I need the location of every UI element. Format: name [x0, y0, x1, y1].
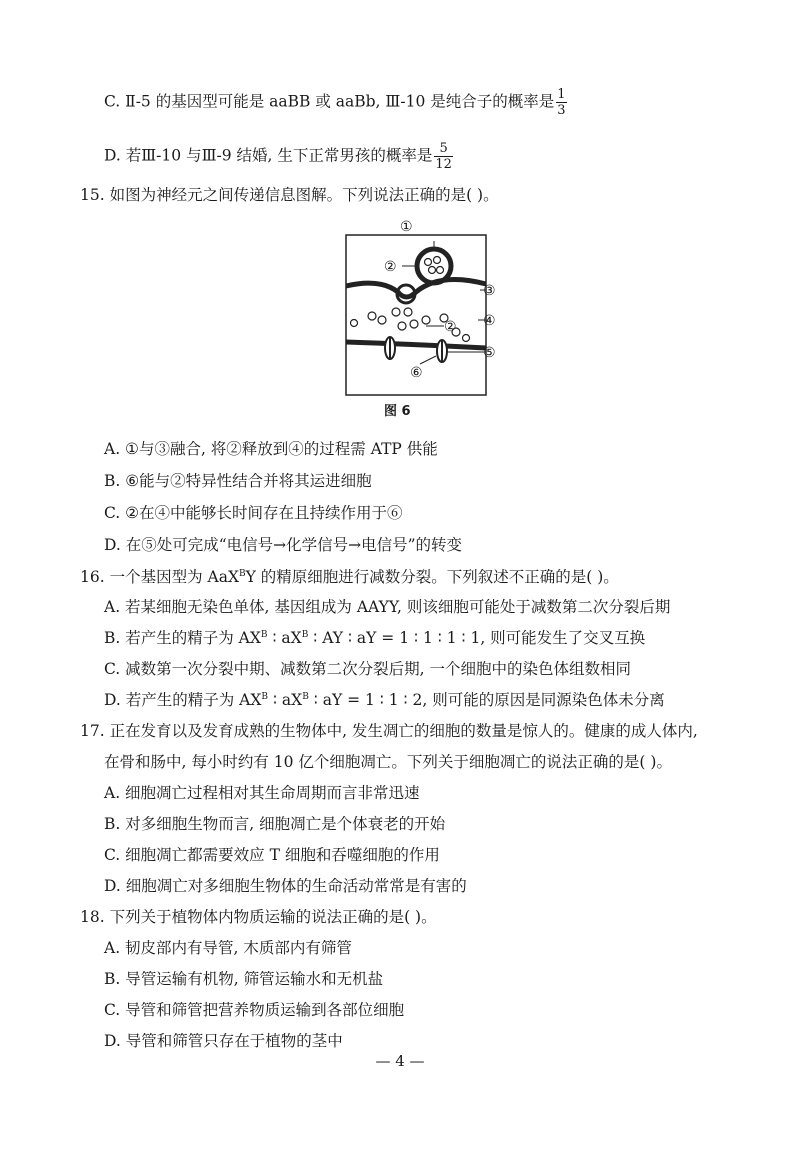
q14-option-c: C. Ⅱ-5 的基因型可能是 aaBB 或 aaBb, Ⅲ-10 是纯合子的概率是 $\frac{1}{3}$	[104, 87, 566, 118]
page-number: — 4 —	[375, 1052, 425, 1070]
postsynaptic-membrane	[346, 342, 486, 348]
q18-stem: 18. 下列关于植物体内物质运输的说法正确的是( )。	[80, 908, 437, 926]
q17-option-a: A. 细胞凋亡过程相对其生命周期而言非常迅速	[104, 784, 420, 802]
transmitter-dot	[368, 312, 376, 320]
q17-option-d: D. 细胞凋亡对多细胞生物体的生命活动常常是有害的	[104, 877, 467, 895]
q16-option-d: D. 若产生的精子为 $AX^B$ ∶ $aX^B$ ∶ aY = 1 ∶ 1 ∶ 2, 则可能的原因是同源染色体未分离	[104, 691, 665, 709]
synaptic-vesicle	[417, 249, 451, 283]
transmitter-dot	[425, 259, 432, 266]
q16-option-a: A. 若某细胞无染色单体, 基因组成为 AAYY, 则该细胞可能处于减数第二次分裂后期	[104, 598, 671, 616]
figure-caption: 图 6	[384, 404, 411, 419]
fraction-one-third: $\frac{1}{3}$	[557, 87, 566, 118]
fraction-five-twelfths: $\frac{5}{12}$	[435, 141, 452, 172]
figure-label-5: ⑤	[483, 345, 496, 361]
figure-label-4: ④	[483, 313, 496, 329]
q14-option-d: D. 若Ⅲ-10 与Ⅲ-9 结婚, 生下正常男孩的概率是 $\frac{5}{12}$	[104, 141, 452, 172]
transmitter-dot	[463, 335, 470, 342]
q15-option-c: C. ②在④中能够长时间存在且持续作用于⑥	[104, 504, 403, 522]
q17-option-b: B. 对多细胞生物而言, 细胞凋亡是个体衰老的开始	[104, 815, 446, 833]
figure-label-6: ⑥	[410, 365, 423, 381]
q16-option-c: C. 减数第一次分裂中期、减数第二次分裂后期, 一个细胞中的染色体组数相同	[104, 660, 632, 678]
transmitter-dot	[429, 267, 436, 274]
q17-stem-line1: 17. 正在发育以及发育成熟的生物体中, 发生凋亡的细胞的数量是惊人的。健康的成人体内,	[80, 722, 698, 740]
q18-option-a: A. 韧皮部内有导管, 木质部内有筛管	[104, 939, 352, 957]
transmitter-dot	[437, 267, 444, 274]
figure-label-2b: ②	[444, 319, 457, 335]
synapse-diagram	[340, 219, 510, 402]
transmitter-dot	[422, 316, 430, 324]
q16-option-b: B. 若产生的精子为 $AX^B$ ∶ $aX^B$ ∶ AY ∶ aY = 1 ∶ 1 ∶ 1 ∶ 1, 则可能发生了交叉互换	[104, 629, 646, 647]
transmitter-dot	[434, 257, 441, 264]
q16-stem: 16. 一个基因型为 AaX$^B$Y 的精原细胞进行减数分裂。下列叙述不正确的是( )。	[80, 568, 619, 586]
transmitter-dot	[378, 316, 386, 324]
transmitter-dot	[404, 308, 412, 316]
q15-option-d: D. 在⑤处可完成“电信号→化学信号→电信号”的转变	[104, 536, 463, 554]
figure-label-1: ①	[400, 219, 413, 235]
transmitter-dot	[392, 308, 400, 316]
q17-option-c: C. 细胞凋亡都需要效应 T 细胞和吞噬细胞的作用	[104, 846, 440, 864]
figure-label-3: ③	[483, 283, 496, 299]
q18-option-d: D. 导管和筛管只存在于植物的茎中	[104, 1032, 343, 1050]
q18-option-b: B. 导管运输有机物, 筛管运输水和无机盐	[104, 970, 384, 988]
figure-label-2: ②	[384, 259, 397, 275]
q15-stem: 15. 如图为神经元之间传递信息图解。下列说法正确的是( )。	[80, 186, 499, 204]
transmitter-dot	[410, 320, 418, 328]
q18-option-c: C. 导管和筛管把营养物质运输到各部位细胞	[104, 1001, 405, 1019]
q15-option-a: A. ①与③融合, 将②释放到④的过程需 ATP 供能	[104, 440, 438, 458]
q17-stem-line2: 在骨和肠中, 每小时约有 10 亿个细胞凋亡。下列关于细胞凋亡的说法正确的是( )。	[104, 753, 672, 771]
transmitter-dot	[351, 320, 358, 327]
transmitter-dot	[398, 322, 406, 330]
q15-option-b: B. ⑥能与②特异性结合并将其运进细胞	[104, 472, 372, 490]
